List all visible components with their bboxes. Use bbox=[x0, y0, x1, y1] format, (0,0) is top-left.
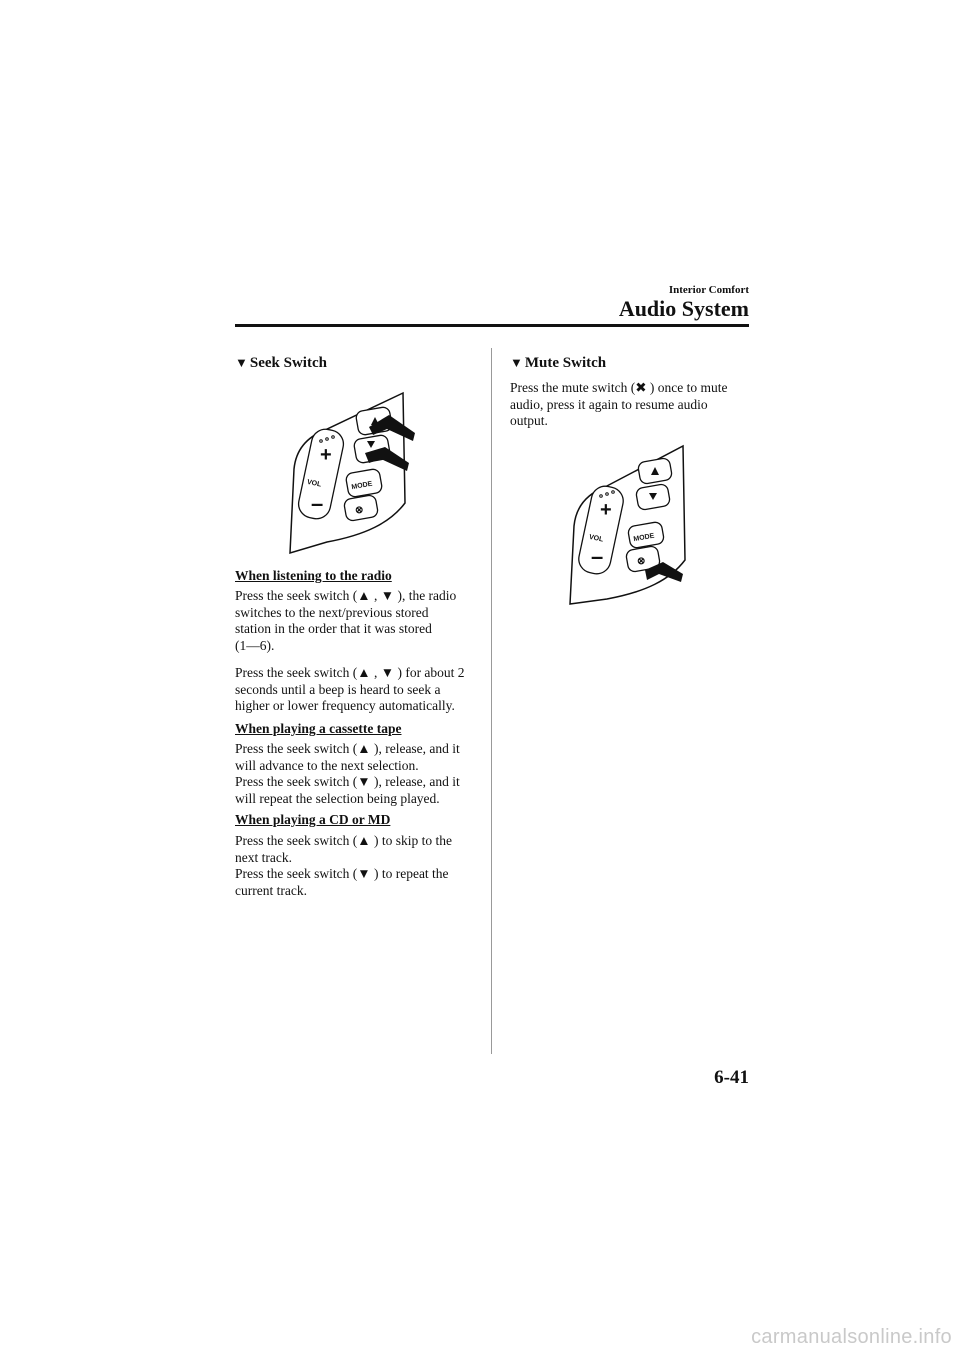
vol-plus-icon: + bbox=[600, 499, 612, 521]
text-line: (1―6). bbox=[235, 637, 275, 653]
seek-switch-heading bbox=[235, 355, 480, 372]
mute-switch-illustration bbox=[565, 442, 705, 610]
text-line: current track. bbox=[235, 882, 307, 898]
text-line: Press the mute switch (✖ ) once to mute bbox=[510, 380, 728, 395]
section-label: Interior Comfort bbox=[668, 284, 749, 296]
cassette-paragraph bbox=[235, 741, 480, 807]
page-number: 6-41 bbox=[714, 1067, 749, 1088]
vol-label: VOL bbox=[588, 533, 604, 544]
text-line: Press the seek switch (▲ , ▼ ), the radio bbox=[235, 588, 457, 603]
triangle-marker-icon: ▼ bbox=[235, 355, 248, 370]
cd-md-paragraph bbox=[235, 833, 480, 899]
mode-label: MODE bbox=[633, 532, 655, 544]
text-line: higher or lower frequency automatically. bbox=[235, 698, 455, 713]
radio-paragraph-1 bbox=[235, 588, 480, 654]
cd-md-subheading: When playing a CD or MD bbox=[235, 812, 391, 827]
text-line: Press the seek switch (▲ ) to skip to the bbox=[235, 833, 452, 848]
seek-switch-illustration bbox=[285, 385, 425, 555]
vol-plus-icon: + bbox=[320, 444, 332, 466]
text-line: output. bbox=[510, 413, 548, 428]
vol-label: VOL bbox=[306, 478, 322, 489]
text-line: audio, press it again to resume audio bbox=[510, 396, 708, 412]
section-title: Audio System bbox=[618, 296, 749, 321]
text-line: switches to the next/previous stored bbox=[235, 604, 429, 620]
radio-paragraph-2 bbox=[235, 665, 480, 715]
text-line: Press the seek switch (▼ ), release, and it bbox=[235, 774, 460, 789]
footer-watermark: carmanualsonline.info bbox=[751, 1326, 952, 1348]
text-line: will advance to the next selection. bbox=[235, 757, 419, 773]
triangle-marker-icon: ▼ bbox=[510, 355, 523, 370]
text-line: Press the seek switch (▼ ) to repeat the bbox=[235, 866, 449, 881]
radio-subheading: When listening to the radio bbox=[235, 568, 392, 583]
mute-icon: ⊗ bbox=[637, 556, 646, 567]
mute-switch-heading bbox=[510, 355, 750, 372]
mute-paragraph bbox=[510, 380, 750, 430]
mode-label: MODE bbox=[351, 480, 373, 492]
header-rule bbox=[235, 324, 749, 327]
cassette-subheading: When playing a cassette tape bbox=[235, 721, 402, 736]
mute-switch-heading-text: Mute Switch bbox=[524, 355, 607, 371]
text-line: Press the seek switch (▲ , ▼ ) for about 2 bbox=[235, 665, 465, 680]
seek-switch-heading-text: Seek Switch bbox=[249, 355, 327, 371]
column-divider bbox=[491, 348, 492, 1054]
text-line: station in the order that it was stored bbox=[235, 621, 432, 636]
text-line: Press the seek switch (▲ ), release, and it bbox=[235, 741, 460, 756]
text-line: next track. bbox=[235, 849, 292, 865]
mute-icon: ⊗ bbox=[355, 505, 364, 516]
vol-minus-icon: – bbox=[591, 544, 604, 569]
text-line: seconds until a beep is heard to seek a bbox=[235, 681, 441, 697]
vol-minus-icon: – bbox=[311, 491, 324, 516]
text-line: will repeat the selection being played. bbox=[235, 790, 440, 806]
